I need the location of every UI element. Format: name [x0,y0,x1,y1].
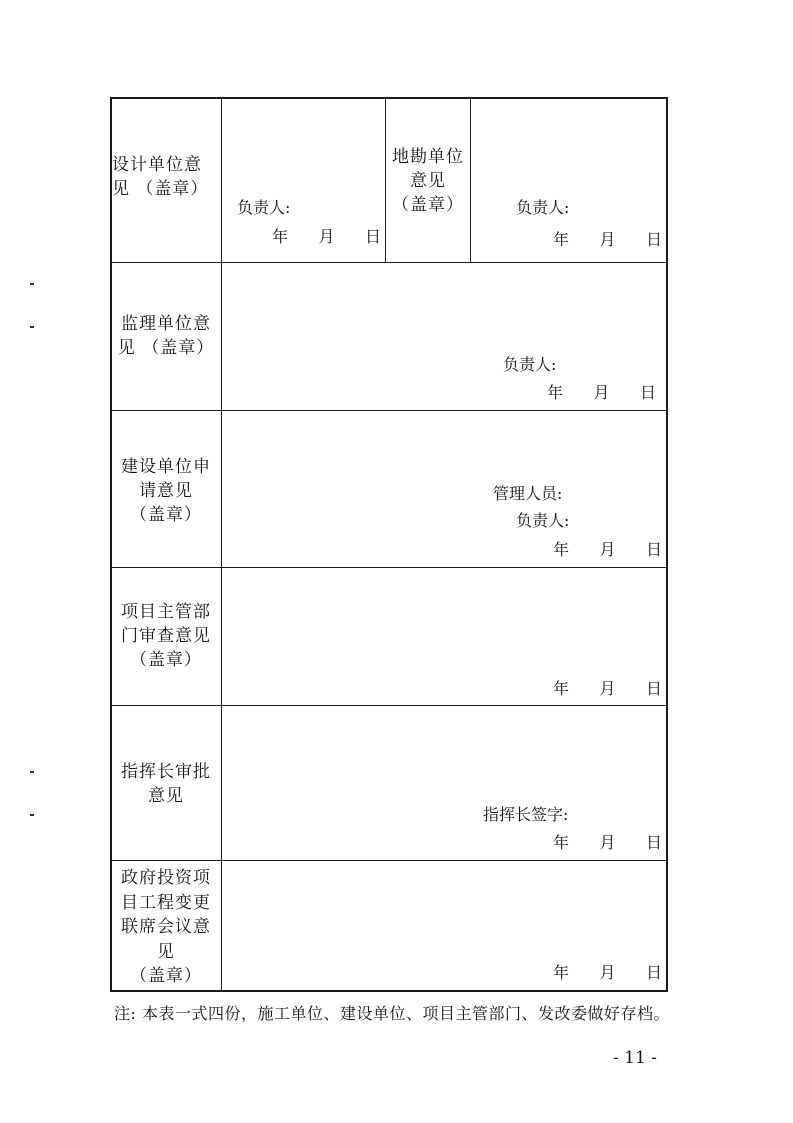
label-line: 项目主管部 [121,602,211,622]
date-line: 年 月 日 [553,679,663,698]
row-divider [110,262,668,263]
row-label-joint-meeting [112,866,220,989]
margin-mark [30,283,34,285]
responsible-label: 负责人: [237,198,291,217]
row-label-construction-unit [112,455,220,527]
row-divider [110,860,668,861]
label-line: 意见 [410,171,446,191]
date-line: 年 月 日 [272,227,382,246]
row-divider [110,567,668,568]
row-label-survey-unit [386,145,470,217]
label-line: 政府投资项 [121,868,211,888]
date-line: 年 月 日 [553,540,663,559]
table-border-left [110,97,112,991]
label-line: 指挥长审批 [121,762,211,782]
label-line: 请意见 [139,481,193,501]
row-label-commander [112,760,220,808]
row-label-design-unit [112,153,220,201]
footnote: 注: 本表一式四份，施工单位、建设单位、项目主管部门、发改委做好存档。 [114,1004,670,1023]
table-border-right [666,97,668,991]
label-line: （盖章） [392,195,464,215]
margin-mark [30,814,34,816]
label-line: 联席会议意 [121,917,211,937]
label-line: 设计单位意 [112,155,202,175]
row1-sub-divider-right [470,97,471,262]
responsible-label: 负责人: [516,198,570,217]
commander-signature-label: 指挥长签字: [483,805,569,824]
label-line: （盖章） [130,650,202,670]
responsible-label: 负责人: [503,355,557,374]
page-number: - 11 - [613,1048,657,1068]
label-column-divider [221,97,222,991]
label-line: 目工程变更 [121,892,211,913]
responsible-label: 负责人: [516,511,570,530]
row-label-project-authority [112,600,220,672]
row-label-supervision-unit [112,312,220,360]
label-line: 监理单位意 [121,314,211,334]
label-line: 见 [157,941,175,962]
margin-mark [30,771,34,773]
label-line: （盖章） [130,966,202,986]
manager-label: 管理人员: [493,484,563,503]
label-line: （盖章） [130,505,202,525]
label-line: 见 （盖章） [117,338,215,358]
date-line: 年 月 日 [547,383,657,402]
date-line: 年 月 日 [553,230,663,249]
date-line: 年 月 日 [553,833,663,852]
label-line: 建设单位申 [121,457,211,477]
label-line: 地勘单位 [392,147,464,167]
date-line: 年 月 日 [553,963,663,982]
table-border-bottom [110,990,668,992]
label-line: 门审查意见 [121,626,211,646]
row-divider [110,410,668,411]
row-divider [110,705,668,706]
label-line: 见 （盖章） [112,179,209,199]
label-line: 意见 [148,786,184,806]
table-border-top [110,97,668,99]
margin-mark [30,326,34,328]
